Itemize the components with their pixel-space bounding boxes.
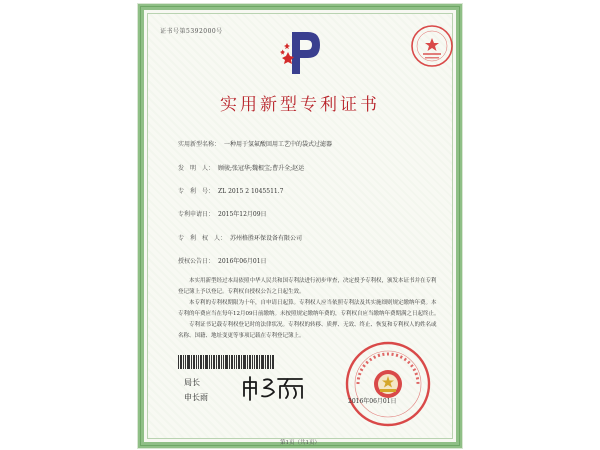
field-label: 专利申请日： <box>178 211 215 218</box>
paragraph-grant: 本实用新型经过本局依照中华人民共和国专利法进行初步审查，决定授予专利权，颁发本证书并在专利登记簿上予以登记。专利权自授权公告之日起生效。 <box>178 278 437 295</box>
seal-date: 2016年06月01日 <box>348 398 397 405</box>
national-emblem-seal-icon <box>344 340 432 428</box>
barcode-icon <box>178 355 274 369</box>
field-value: 2015年12月09日 <box>218 211 267 218</box>
paragraph-status: 专利证书记载专利权登记时的法律状况。专利权的转移、质押、无效、终止、恢复和专利权人的姓名或名称、国籍、地址变更等事项记载在专利登记簿上。 <box>178 322 437 339</box>
page-number: 第1页（共1页） <box>280 440 320 446</box>
field-inventors <box>178 163 304 172</box>
field-utility-model-name <box>178 139 332 148</box>
field-patent-number <box>178 186 283 195</box>
field-value: 一种用于氢氟酸回用工艺中的袋式过滤器 <box>224 141 333 148</box>
director-signature <box>240 374 310 402</box>
certificate-title: 实用新型专利证书 <box>220 95 380 115</box>
field-application-date <box>178 209 267 218</box>
round-seal-icon <box>410 24 454 68</box>
field-label: 专 利 权 人： <box>178 235 227 242</box>
field-value: 顾骏;张冠华;魏根宝;曹升全;赵运 <box>218 165 305 172</box>
field-value: ZL 2015 2 1045511.7 <box>218 188 284 195</box>
director-title: 局长 <box>184 378 200 387</box>
patent-office-logo-icon <box>278 28 324 78</box>
field-label: 实用新型名称： <box>178 141 221 148</box>
certificate-number: 证书号第5392000号 <box>160 28 223 35</box>
patent-certificate <box>138 4 462 448</box>
field-patentee <box>178 233 302 242</box>
paragraph-term: 本专利的专利权期限为十年，自申请日起算。专利权人应当依照专利法及其实施细则规定缴纳年费。本专利的年费应当在每年12月09日前缴纳。未按照规定缴纳年费的，专利权自应当缴纳年费期满之日起终止。 <box>178 300 440 317</box>
field-label: 发 明 人： <box>178 165 215 172</box>
field-grant-date <box>178 256 267 265</box>
field-label: 授权公告日： <box>178 258 215 265</box>
director-name: 申长雨 <box>184 393 208 402</box>
field-value: 2016年06月01日 <box>218 258 267 265</box>
certificate-inner <box>147 13 453 446</box>
field-label: 专 利 号： <box>178 188 215 195</box>
field-value: 苏州格胜环保设备有限公司 <box>230 235 303 242</box>
